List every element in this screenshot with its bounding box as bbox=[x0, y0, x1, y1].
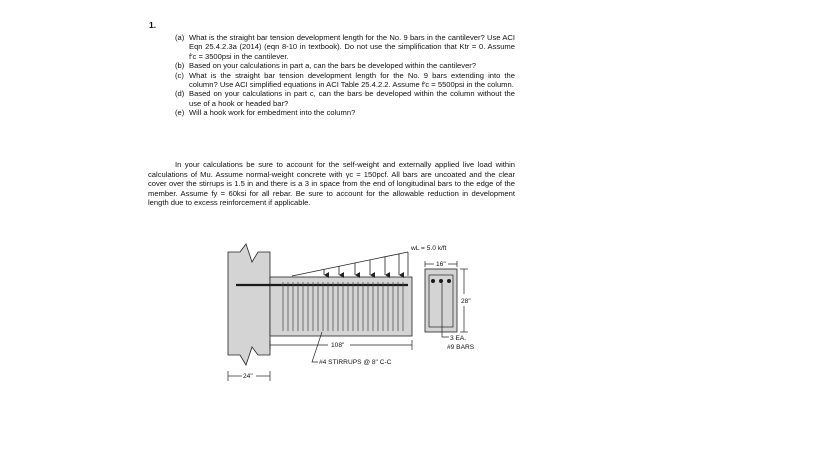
question-label: (a) bbox=[175, 33, 185, 42]
bars-label-line2: #9 BARS bbox=[447, 344, 475, 351]
question-label: (d) bbox=[175, 89, 185, 99]
length-label: 108" bbox=[331, 342, 345, 349]
column-body bbox=[228, 244, 270, 365]
stirrup-leader bbox=[312, 332, 322, 362]
bars-label-line1: 3 EA. bbox=[450, 335, 467, 342]
question-text: What is the straight bar tension development length for the No. 9 bars extending into the column? Use ACI simplified equations in ACI Table 25.4.2.2. Assume f′c = 5500psi in the column. bbox=[189, 70, 515, 90]
instructions-text: In your calculations be sure to account for the self-weight and externally applied live load within calculations of Mu. Assume normal-weight concrete with γc = 150pcf. All bars are uncoated and the clear cover over the stirrups is 1.5 in and there is a 3 in space from the end of longitudinal bars to the edge of the member. Assume fy = 60ksi for all rebar. Be sure to account for the allowable reduction in development length due to excess reinforcement if applicable. bbox=[148, 160, 515, 208]
question-label: (e) bbox=[175, 108, 185, 118]
load-label: wL = 5.0 k/ft bbox=[411, 245, 447, 252]
question-text: Based on your calculations in part a, can the bars be developed within the cantilever? bbox=[189, 61, 477, 71]
question-text: What is the straight bar tension development length for the No. 9 bars in the cantilever? Use ACI Eqn 25.4.2.3a (2014) (eqn 8-10 in textbook). Do not use the simplification that Ktr = 0. Assume f′c = 3500psi in the cantilever. bbox=[189, 33, 515, 61]
depth-label: 28" bbox=[461, 298, 471, 305]
column-label: 24" bbox=[243, 373, 253, 380]
column bbox=[228, 244, 270, 365]
stirrup-label: #4 STIRRUPS @ 8" C-C bbox=[319, 359, 392, 366]
problem-number: 1. bbox=[149, 20, 157, 30]
cross-section bbox=[425, 269, 457, 332]
distributed-load bbox=[292, 252, 408, 276]
question-label: (b) bbox=[175, 61, 185, 71]
question-text: Will a hook work for embedment into the column? bbox=[189, 108, 356, 118]
question-label: (c) bbox=[175, 70, 184, 80]
question-text: Based on your calculations in part c, can the bars be developed within the column without the use of a hook or headed bar? bbox=[189, 89, 515, 108]
width-label: 16" bbox=[436, 261, 446, 268]
